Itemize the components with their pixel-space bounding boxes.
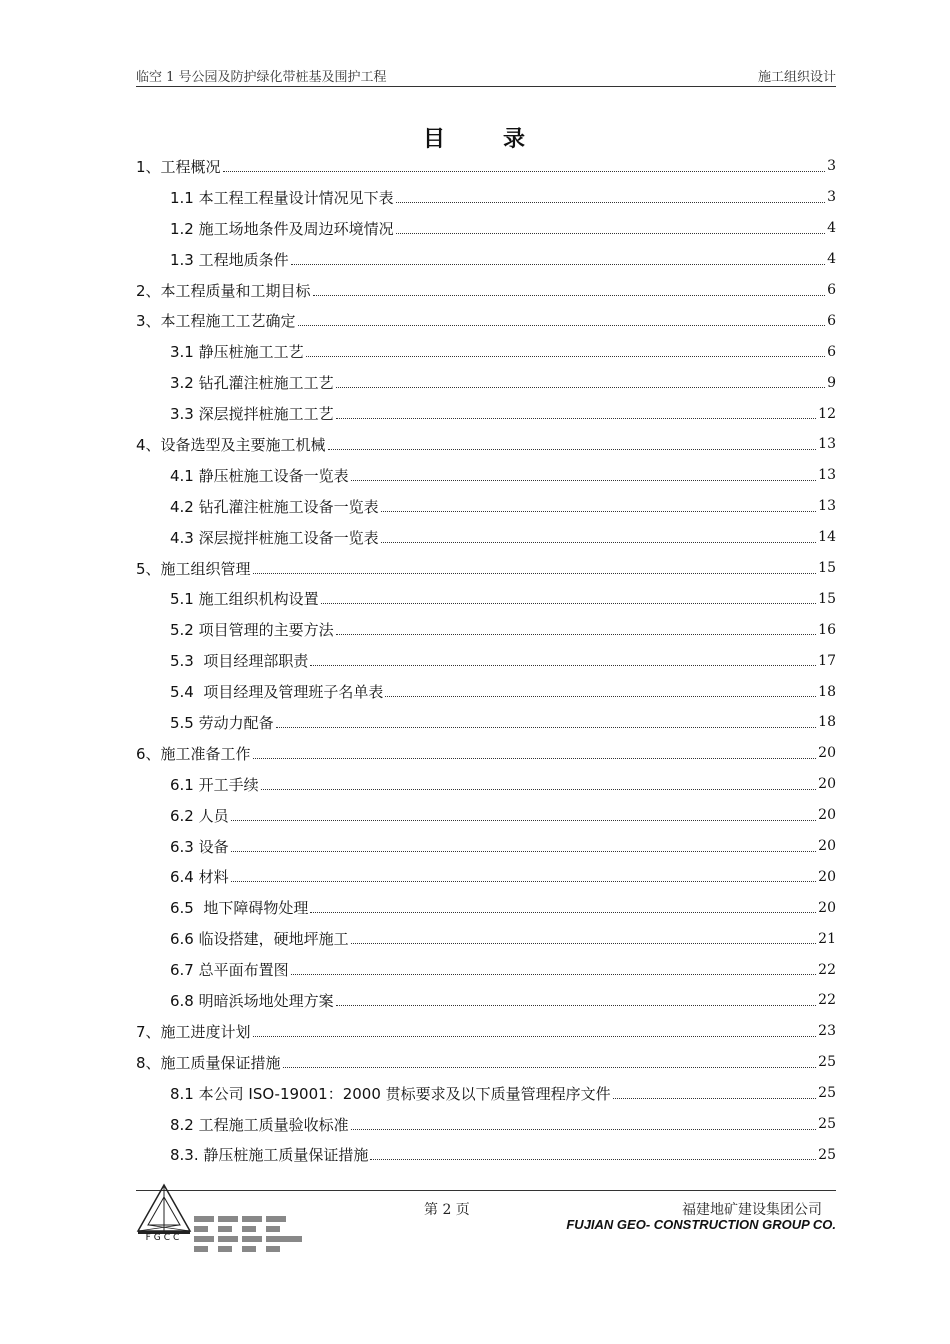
toc-dot-leader: [336, 634, 817, 635]
toc-entry-page: 22: [818, 992, 836, 1009]
toc-entry-page: 6: [827, 343, 836, 360]
toc-dot-leader: [231, 881, 817, 882]
toc-entry-page: 20: [818, 899, 836, 916]
toc-entry-label: 6.6 临设搭建，硬地坪施工: [170, 930, 349, 949]
toc-dot-leader: [283, 1067, 817, 1068]
toc-dot-leader: [253, 573, 817, 574]
toc-entry-label: 2、本工程质量和工期目标: [136, 281, 311, 300]
toc-entry-page: 25: [818, 1054, 836, 1071]
toc-entry-label: 6.4 材料: [170, 868, 229, 887]
toc-entry-page: 25: [818, 1146, 836, 1163]
toc-entry-page: 23: [818, 1023, 836, 1040]
toc-entry[interactable]: [136, 985, 836, 1016]
toc-entry[interactable]: [136, 1109, 836, 1140]
toc-entry-label: 4.2 钻孔灌注桩施工设备一览表: [170, 497, 379, 516]
toc-entry-page: 20: [818, 807, 836, 824]
toc-entry-page: 20: [818, 745, 836, 762]
logo-bars-icon: [194, 1216, 304, 1256]
toc-entry[interactable]: [136, 336, 836, 367]
toc-dot-leader: [385, 696, 816, 697]
toc-entry-label: 5.5 劳动力配备: [170, 713, 274, 732]
toc-entry-label: 5.1 施工组织机构设置: [170, 590, 319, 609]
toc-entry-page: 15: [818, 590, 836, 607]
toc-dot-leader: [253, 1036, 817, 1037]
company-logo: [136, 1183, 192, 1255]
header-document-type: 施工组织设计: [757, 70, 836, 85]
toc-entry[interactable]: [136, 861, 836, 892]
toc-entry-page: 3: [827, 189, 836, 206]
toc-entry-page: 17: [818, 652, 836, 669]
toc-entry-label: 5.3 项目经理部职责: [170, 652, 309, 671]
toc-dot-leader: [370, 1159, 816, 1160]
toc-dot-leader: [321, 603, 817, 604]
toc-entry[interactable]: [136, 614, 836, 645]
toc-dot-leader: [381, 511, 817, 512]
toc-entry-label: 1、工程概况: [136, 157, 221, 176]
toc-entry[interactable]: [136, 460, 836, 491]
toc-entry[interactable]: [136, 1140, 836, 1171]
toc-entry-page: 9: [827, 374, 836, 391]
toc-entry[interactable]: [136, 213, 836, 244]
company-name-en: FUJIAN GEO- CONSTRUCTION GROUP CO.: [566, 1217, 836, 1232]
logo-text: FGCC: [145, 1233, 183, 1243]
toc-entry[interactable]: [136, 583, 836, 614]
toc-entry-label: 1.1 本工程工程量设计情况见下表: [170, 188, 394, 207]
toc-entry-page: 13: [818, 436, 836, 453]
toc-dot-leader: [613, 1098, 817, 1099]
toc-entry[interactable]: [136, 1078, 836, 1109]
toc-dot-leader: [381, 542, 817, 543]
toc-entry-page: 12: [818, 405, 836, 422]
toc-dot-leader: [298, 325, 826, 326]
toc-dot-leader: [351, 943, 817, 944]
toc-dot-leader: [261, 789, 817, 790]
page-header: [136, 66, 836, 87]
toc-dot-leader: [276, 727, 817, 728]
toc-entry[interactable]: [136, 892, 836, 923]
toc-entry-page: 20: [818, 868, 836, 885]
page-number: 第 2 页: [424, 1202, 470, 1218]
toc-entry[interactable]: [136, 244, 836, 275]
toc-entry-label: 6.2 人员: [170, 806, 229, 825]
toc-dot-leader: [253, 758, 817, 759]
toc-dot-leader: [310, 912, 816, 913]
toc-dot-leader: [336, 418, 817, 419]
toc-dot-leader: [313, 295, 826, 296]
toc-entry[interactable]: [136, 831, 836, 862]
toc-entry[interactable]: [136, 398, 836, 429]
toc-entry-page: 4: [827, 251, 836, 268]
toc-entry[interactable]: [136, 800, 836, 831]
toc-entry[interactable]: [136, 151, 836, 182]
toc-entry[interactable]: [136, 1047, 836, 1078]
toc-entry[interactable]: [136, 923, 836, 954]
toc-entry-label: 3.2 钻孔灌注桩施工工艺: [170, 374, 334, 393]
toc-dot-leader: [223, 171, 826, 172]
toc-entry-page: 18: [818, 714, 836, 731]
toc-dot-leader: [328, 449, 817, 450]
toc-dot-leader: [231, 851, 817, 852]
toc-entry-label: 1.3 工程地质条件: [170, 250, 289, 269]
toc-entry[interactable]: [136, 707, 836, 738]
page-footer: [136, 1190, 836, 1271]
toc-entry-label: 6.1 开工手续: [170, 775, 259, 794]
toc-entry[interactable]: [136, 738, 836, 769]
toc-dot-leader: [336, 387, 825, 388]
toc-dot-leader: [291, 264, 825, 265]
toc-entry-label: 5.2 项目管理的主要方法: [170, 621, 334, 640]
table-of-contents: [136, 151, 836, 1170]
toc-entry-label: 3.1 静压桩施工工艺: [170, 343, 304, 362]
toc-entry-page: 6: [827, 312, 836, 329]
toc-entry-label: 5.4 项目经理及管理班子名单表: [170, 683, 384, 702]
toc-entry[interactable]: [136, 676, 836, 707]
toc-entry-label: 8.1 本公司 ISO-19001：2000 贯标要求及以下质量管理程序文件: [170, 1084, 611, 1103]
toc-entry-label: 3、本工程施工工艺确定: [136, 312, 296, 331]
toc-dot-leader: [396, 202, 825, 203]
toc-entry[interactable]: [136, 954, 836, 985]
toc-dot-leader: [351, 1129, 817, 1130]
toc-entry-page: 18: [818, 683, 836, 700]
toc-entry-page: 25: [818, 1116, 836, 1133]
toc-entry-page: 15: [818, 560, 836, 577]
toc-entry-page: 16: [818, 621, 836, 638]
toc-entry[interactable]: [136, 1016, 836, 1047]
toc-entry[interactable]: [136, 491, 836, 522]
toc-entry-label: 1.2 施工场地条件及周边环境情况: [170, 219, 394, 238]
toc-entry-label: 5、施工组织管理: [136, 559, 251, 578]
toc-entry[interactable]: [136, 275, 836, 306]
toc-entry-page: 13: [818, 498, 836, 515]
toc-title-part2: 录: [503, 127, 528, 152]
toc-entry-label: 6.8 明暗浜场地处理方案: [170, 991, 334, 1010]
toc-entry-page: 22: [818, 961, 836, 978]
toc-entry-page: 20: [818, 776, 836, 793]
toc-dot-leader: [291, 974, 817, 975]
toc-entry-page: 25: [818, 1085, 836, 1102]
toc-entry-label: 6.7 总平面布置图: [170, 961, 289, 980]
toc-entry[interactable]: [136, 769, 836, 800]
toc-entry-page: 14: [818, 529, 836, 546]
toc-entry-label: 6.3 设备: [170, 837, 229, 856]
toc-dot-leader: [310, 665, 816, 666]
toc-entry[interactable]: [136, 645, 836, 676]
toc-entry[interactable]: [136, 305, 836, 336]
toc-dot-leader: [396, 233, 825, 234]
toc-entry-page: 21: [818, 930, 836, 947]
toc-entry-label: 6、施工准备工作: [136, 744, 251, 763]
toc-dot-leader: [351, 480, 817, 481]
toc-entry[interactable]: [136, 182, 836, 213]
toc-entry-label: 7、施工进度计划: [136, 1022, 251, 1041]
toc-entry-label: 8、施工质量保证措施: [136, 1053, 281, 1072]
toc-title-part1: 目: [422, 127, 447, 152]
toc-entry[interactable]: [136, 522, 836, 553]
header-project-name: 临空 1 号公园及防护绿化带桩基及围护工程: [136, 70, 387, 85]
toc-entry-label: 4.3 深层搅拌桩施工设备一览表: [170, 528, 379, 547]
toc-dot-leader: [306, 356, 825, 357]
toc-entry-page: 4: [827, 220, 836, 237]
toc-entry-label: 4.1 静压桩施工设备一览表: [170, 466, 349, 485]
toc-entry-label: 4、设备选型及主要施工机械: [136, 435, 326, 454]
toc-entry[interactable]: [136, 429, 836, 460]
toc-entry-page: 6: [827, 282, 836, 298]
company-name-cn: 福建地矿建设集团公司: [682, 1202, 822, 1218]
triangle-logo-icon: [136, 1183, 192, 1235]
toc-entry-page: 13: [818, 467, 836, 484]
toc-entry-label: 8.2 工程施工质量验收标准: [170, 1115, 349, 1134]
toc-entry-label: 3.3 深层搅拌桩施工工艺: [170, 405, 334, 424]
toc-dot-leader: [231, 820, 817, 821]
toc-entry-label: 8.3. 静压桩施工质量保证措施: [170, 1146, 369, 1165]
toc-entry-label: 6.5 地下障碍物处理: [170, 899, 309, 918]
toc-entry-page: 3: [827, 158, 836, 175]
toc-entry-page: 20: [818, 838, 836, 855]
toc-entry[interactable]: [136, 367, 836, 398]
toc-dot-leader: [336, 1005, 817, 1006]
toc-entry[interactable]: [136, 553, 836, 584]
toc-title: [0, 122, 950, 153]
